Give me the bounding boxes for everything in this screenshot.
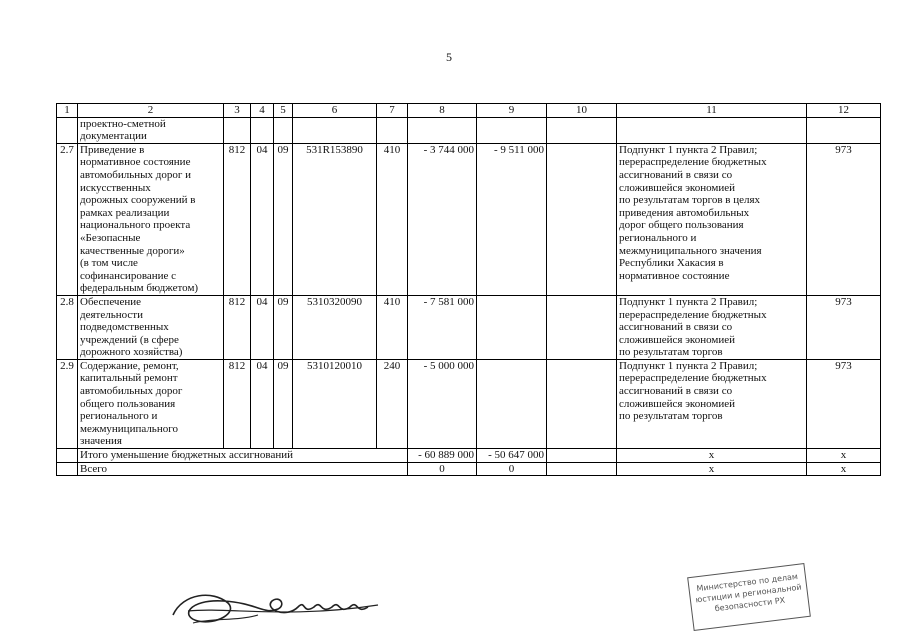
grand-total-col9: 0 — [477, 462, 547, 476]
empty-cell — [57, 449, 78, 463]
col11-basis: Подпункт 1 пункта 2 Правил; перераспределение бюджетных ассигнований в связи со сложившейся экономией по результатам торгов в целях приведения автомобильных дорог общего пользования регионального и межмуниципального значения Республики Хакасия в нормативное состояние — [617, 143, 807, 295]
col10-amount — [547, 359, 617, 448]
total-decrease-col11: х — [617, 449, 807, 463]
col6-code: 531R153890 — [293, 143, 377, 295]
col9-amount: - 9 511 000 — [477, 143, 547, 295]
table-row — [57, 117, 881, 143]
total-decrease-col10 — [547, 449, 617, 463]
col-header: 10 — [547, 104, 617, 118]
col5-code: 09 — [274, 143, 293, 295]
col-header: 11 — [617, 104, 807, 118]
page-number: 5 — [446, 50, 452, 64]
col8-amount — [408, 117, 477, 143]
budget-table — [56, 103, 881, 476]
col7-code: 410 — [377, 295, 408, 359]
col5-code: 09 — [274, 295, 293, 359]
grand-total-label: Всего — [78, 462, 408, 476]
col3-code: 812 — [224, 143, 251, 295]
total-decrease-label: Итого уменьшение бюджетных ассигнований — [78, 449, 408, 463]
total-decrease-col9: - 50 647 000 — [477, 449, 547, 463]
col-header: 12 — [807, 104, 881, 118]
col9-amount — [477, 117, 547, 143]
col-header: 1 — [57, 104, 78, 118]
grand-total-col10 — [547, 462, 617, 476]
col10-amount — [547, 117, 617, 143]
col7-code — [377, 117, 408, 143]
col4-code: 04 — [251, 295, 274, 359]
col11-basis: Подпункт 1 пункта 2 Правил; перераспределение бюджетных ассигнований в связи со сложившейся экономией по результатам торгов — [617, 359, 807, 448]
col6-code — [293, 117, 377, 143]
col4-code — [251, 117, 274, 143]
col-header: 2 — [78, 104, 224, 118]
col3-code: 812 — [224, 359, 251, 448]
total-decrease-col12: х — [807, 449, 881, 463]
row-number: 2.7 — [57, 143, 78, 295]
grand-total-col12: х — [807, 462, 881, 476]
col-header: 4 — [251, 104, 274, 118]
col6-code: 5310120010 — [293, 359, 377, 448]
row-name: Приведение в нормативное состояние автомобильных дорог и искусственных дорожных сооружений в рамках реализации национального проекта «Безопасные качественные дороги» (в том числе софинансирование с федеральным бюджетом) — [78, 143, 224, 295]
header-row — [57, 104, 881, 118]
col8-amount: - 5 000 000 — [408, 359, 477, 448]
table-row — [57, 143, 881, 295]
col11-basis — [617, 117, 807, 143]
row-number: 2.9 — [57, 359, 78, 448]
col5-code — [274, 117, 293, 143]
table-row — [57, 359, 881, 448]
col10-amount — [547, 295, 617, 359]
col12-code: 973 — [807, 359, 881, 448]
col-header: 7 — [377, 104, 408, 118]
col7-code: 410 — [377, 143, 408, 295]
col-header: 3 — [224, 104, 251, 118]
empty-cell — [57, 462, 78, 476]
col7-code: 240 — [377, 359, 408, 448]
row-number — [57, 117, 78, 143]
col4-code: 04 — [251, 359, 274, 448]
col5-code: 09 — [274, 359, 293, 448]
total-decrease-col8: - 60 889 000 — [408, 449, 477, 463]
col9-amount — [477, 359, 547, 448]
signature — [168, 585, 383, 630]
col6-code: 5310320090 — [293, 295, 377, 359]
row-name: проектно-сметной документации — [78, 117, 224, 143]
col3-code — [224, 117, 251, 143]
row-name: Содержание, ремонт, капитальный ремонт автомобильных дорог общего пользования регионального и межмуниципального значения — [78, 359, 224, 448]
col10-amount — [547, 143, 617, 295]
row-name: Обеспечение деятельности подведомственных учреждений (в сфере дорожного хозяйства) — [78, 295, 224, 359]
col12-code — [807, 117, 881, 143]
table-row — [57, 295, 881, 359]
col4-code: 04 — [251, 143, 274, 295]
col12-code: 973 — [807, 143, 881, 295]
col-header: 6 — [293, 104, 377, 118]
col12-code: 973 — [807, 295, 881, 359]
col-header: 8 — [408, 104, 477, 118]
total-decrease-row — [57, 449, 881, 463]
registration-stamp — [687, 563, 811, 631]
col9-amount — [477, 295, 547, 359]
col11-basis: Подпункт 1 пункта 2 Правил; перераспределение бюджетных ассигнований в связи со сложившейся экономией по результатам торгов — [617, 295, 807, 359]
stamp-line: Министерство по делам юстиции и региональной безопасности РХ — [695, 571, 803, 614]
row-number: 2.8 — [57, 295, 78, 359]
col-header: 5 — [274, 104, 293, 118]
grand-total-row — [57, 462, 881, 476]
col8-amount: - 7 581 000 — [408, 295, 477, 359]
col8-amount: - 3 744 000 — [408, 143, 477, 295]
grand-total-col8: 0 — [408, 462, 477, 476]
grand-total-col11: х — [617, 462, 807, 476]
col-header: 9 — [477, 104, 547, 118]
col3-code: 812 — [224, 295, 251, 359]
